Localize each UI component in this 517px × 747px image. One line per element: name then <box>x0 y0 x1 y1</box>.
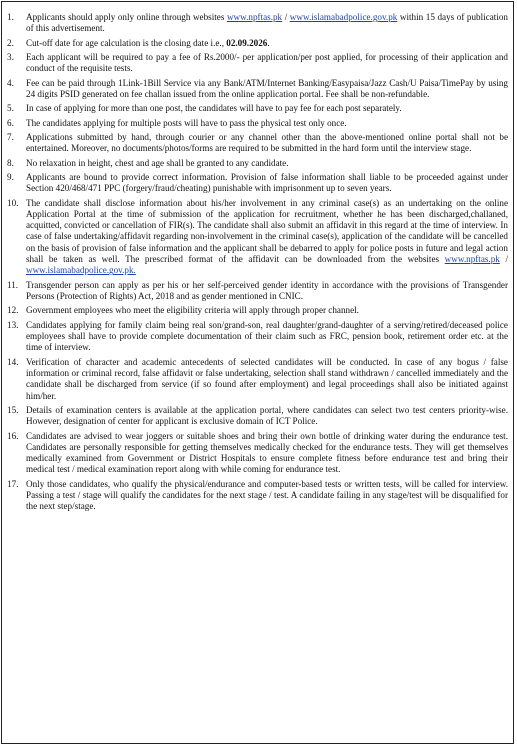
item-number: 12. <box>7 305 19 316</box>
item-text: Candidates applying for family claim being real son/grand-son, real daughter/grand-daughter of a serving/retired/deceased police employees shall have to provide complete documentation of their claim such as FRC, pension book, retirement order etc. at the time of interview. <box>26 319 508 353</box>
advertisement-instructions <box>1 1 514 744</box>
item-number: 10. <box>7 197 19 208</box>
npftas-link[interactable]: www.npftas.pk <box>226 12 283 22</box>
item-number: 5. <box>7 103 14 114</box>
item-text: Government employees who meet the eligibility criteria will apply through proper channel. <box>26 305 359 316</box>
item-number: 13. <box>7 319 19 330</box>
item-text: Candidates are advised to wear joggers or suitable shoes and bring their own bottle of drinking water during the endurance test. Candidates are personally responsible for getting themselves medically checked for the endurance tests. They will get themselves medically examined from Government or District Hospitals to ensure complete fitness before endurance test and bring their medical test / medical examination report along with while coming for endurance test. <box>26 430 508 475</box>
list-item <box>7 52 508 75</box>
list-item <box>7 305 508 316</box>
list-item <box>7 132 508 155</box>
item-number: 16. <box>7 430 19 441</box>
item-number: 4. <box>7 77 14 88</box>
list-item <box>7 280 508 303</box>
item-number: 15. <box>7 404 19 415</box>
item-text: Each applicant will be required to pay a fee of Rs.2000/- per application/per post applied, for processing of their application and conduct of the requisite tests. <box>26 51 508 74</box>
islamabadpolice-link[interactable]: www.islamabadpolice.gov.pk. <box>26 265 136 276</box>
item-number: 6. <box>7 117 14 128</box>
item-number: 9. <box>7 171 14 182</box>
item-number: 7. <box>7 131 14 142</box>
item-text: Transgender person can apply as per his or her self-perceived gender identity in accordance with the provisions of Transgender Persons (Protection of Rights) Act, 2018 and as gender mentioned in CNIC. <box>26 279 508 301</box>
item-number: 8. <box>7 157 14 168</box>
item-text: Verification of character and academic antecedents of selected candidates will be conducted. In case of any bogus / false information or criminal record, false affidavit or false undertaking, selection shall stand withdrawn / cancelled immediately and the candidate shall be discharged from service (if so found after employment) and legal proceedings shall also be initiated against him/her. <box>26 356 508 401</box>
list-item <box>7 172 508 195</box>
item-number: 14. <box>7 356 19 367</box>
item-number: 17. <box>7 478 19 489</box>
npftas-link[interactable]: www.npftas.pk <box>444 254 500 265</box>
item-text: Applicants should apply only online through websites www.npftas.pk / www.islamabadpolice.gov.pk within 15 days of publication of this advertisement. <box>26 12 508 34</box>
cutoff-date: 02.09.2026 <box>226 37 268 48</box>
list-item <box>7 38 508 49</box>
item-text: Details of examination centers is available at the application portal, where candidates can select two test centers priority-wise. However, designation of center for applicant is exclusive domain of ICT Police. <box>26 404 508 427</box>
item-text: Applications submitted by hand, through courier or any channel other than the above-mentioned online portal shall not be entertained. Moreover, no documents/photos/forms are required to be submitted in the hard form until the interview stage. <box>26 131 508 154</box>
item-number: 3. <box>7 51 14 62</box>
item-text: Fee can be paid through 1Link-1Bill Service via any Bank/ATM/Internet Banking/Easypaisa/Jazz Cash/U Paisa/TimePay by using 24 digits PSID generated on fee challan issued from the online application portal. Fee shall be non-refundable. <box>26 77 508 99</box>
item-text: No relaxation in height, chest and age shall be granted to any candidate. <box>26 157 289 168</box>
item-text: Cut-off date for age calculation is the closing date i.e., 02.09.2026. <box>26 37 270 48</box>
item-number: 2. <box>7 37 14 48</box>
item-text: The candidate shall disclose information about his/her involvement in any criminal case(s) as an undertaking on the online Application Portal at the time of submission of the application for recruitment, whether he has been discharged,challaned, acquitted, convicted or cancellation of FIR(s). The candidate shall also submit an affidavit in this regard at the time of interview. In case of false undertaking/affidavit regarding non-involvement in the criminal case(s), application of the candidate will be cancelled on the basis of provision of false information and the applicant shall be debarred to apply for police posts in future and legal action shall be taken as well. The prescribed format of the affidavit can be downloaded from the websites www.npftas.pk / www.islamabadpolice.gov.pk. <box>26 197 508 276</box>
list-item <box>7 12 508 35</box>
list-item <box>7 320 508 354</box>
item-text: In case of applying for more than one post, the candidates will have to pay fee for each post separately. <box>26 103 402 114</box>
list-item <box>7 118 508 129</box>
islamabadpolice-link[interactable]: www.islamabadpolice.gov.pk <box>289 12 398 22</box>
item-number: 1. <box>7 12 14 22</box>
item-number: 11. <box>7 279 19 290</box>
item-text: Only those candidates, who qualify the physical/endurance and computer-based tests or written tests, will be called for interview. Passing a test / stage will qualify the candidates for the next stage / test. A candidate failing in any stage/test will be disqualified for the next step/stage. <box>26 478 508 512</box>
list-item <box>7 479 508 513</box>
list-item <box>7 431 508 476</box>
list-item <box>7 198 508 277</box>
list-item <box>7 78 508 101</box>
list-item <box>7 357 508 402</box>
list-item <box>7 405 508 428</box>
item-text: The candidates applying for multiple posts will have to pass the physical test only once. <box>26 117 347 128</box>
item-text: Applicants are bound to provide correct information. Provision of false information shall liable to be proceeded against under Section 420/468/471 PPC (forgery/fraud/cheating) punishable with imprisonment up to seven years. <box>26 171 508 194</box>
list-item <box>7 103 508 114</box>
list-item <box>7 158 508 169</box>
